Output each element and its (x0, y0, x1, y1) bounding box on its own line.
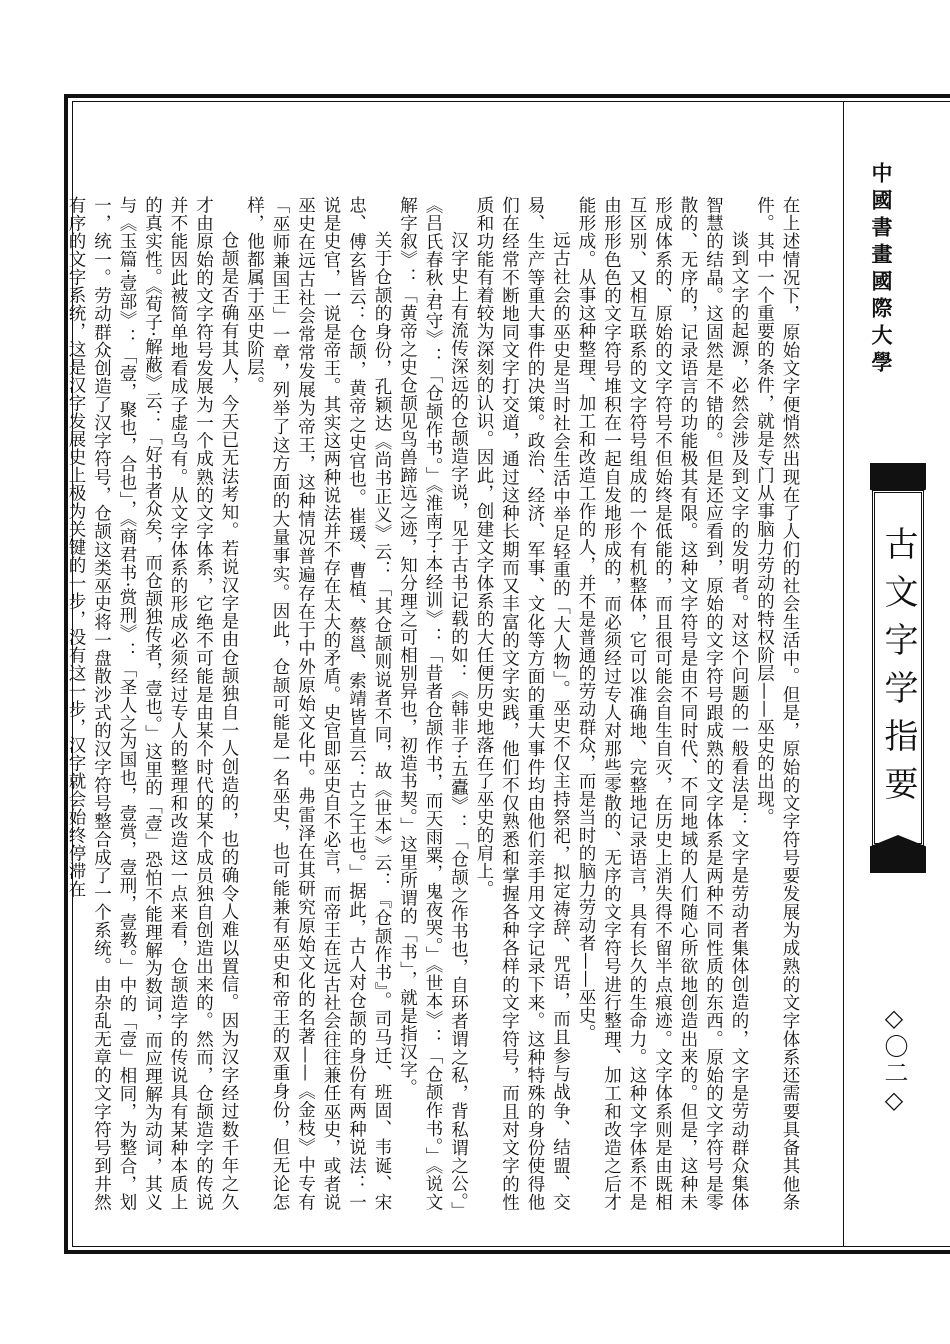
paragraph-6: 仓颉是否确有其人，今天已无法考知。若说汉字是由仓颉独自一人创造的，也的确令人难以置信。因为汉字经过数千年之久才由原始的文字符号发展为一个成熟的文字体系，它绝不可能是由某个时代的某个成员独自创造出来的。然而，仓颉造字的传说并不能因此被简单地看成子虚乌有。从文字体系的形成必须经过专人的整理和改造这一点来看，仓颉造字的传说具有某种本质上的真实性。《荀子·解蔽》云：「好书者众矣，而仓颉独传者，壹也。」这里的「壹」恐怕不能理解为数词，而应理解为动词，其义与《玉篇·壹部》：「壹，聚也，合也」，《商君书·赏刑》：「圣人之为国也，壹赏，壹刑，壹教。」中的「壹」相同，为整合，划一，统一。劳动群众创造了汉字符号，仓颉这类巫史将一盘散沙式的汉字符号整合成了一个系统。由杂乱无章的文字符号到井然有序的文字系统，这是汉字发展史上极为关键的一步，没有这一步，汉字就会始终停滞在 (66, 196, 239, 1211)
paragraph-1: 在上述情况下，原始文字便悄然出现在了人们的社会生活中。但是，原始的文字符号要发展为成熟的文字体系还需要具备其他条件。其中一个重要的条件，就是专门从事脑力劳动的特权阶层——巫史的出现。 (754, 196, 800, 1211)
book-title: 古文字学指要 (878, 526, 918, 814)
margin-divider (843, 101, 844, 1247)
paragraph-3: 远古社会的巫史是当时社会生活中举足轻重的「大人物」。巫史不仅主持祭祀，拟定祷辞、咒语，而且参与战争、结盟、交易、生产等重大事件的决策。政治、经济、军事、文化等方面的重大事件均由他们亲手用文字记录下来。这种特殊的身份使得他们在经常不断地同文字打交道，通过这种长期而又丰富的文字实践，他们不仅熟悉和掌握各种各样的文字符号，而且对文字的性质和功能有着较为深刻的认识。因此，创建文字体系的大任便历史地落在了巫史的肩上。 (474, 196, 571, 1211)
page-number: ◇〇二◇ (880, 1004, 908, 1116)
paragraph-2: 谈到文字的起源，必然会涉及到文字的发明者。对这个问题的一般看法是：文字是劳动者集体创造的，文字是劳动群众集体智慧的结晶。这固然是不错的。但是还应看到，原始的文字符号跟成熟的文字体系是两种不同性质的东西。原始的文字符号是零散的、无序的，记录语言的功能极其有限。这种文字符号是由不同时代、不同地域的人们随心所欲地创造出来的。但是，这种未形成体系的、原始的文字符号不但始终是低能的，而且很可能会自生自灭，在历史上消失得不留半点痕迹。文字体系则是由既相互区别、又相互联系的文字符号组成的一个有机整体，它可以准确地、完整地记录语言，具有长久的生命力。这种文字体系不是由形形色色的文字符号堆积在一起自发地形成的，而必须经过专人对那些零散的、无序的文字符号进行整理、加工和改造之后才能形成。从事这种整理、加工和改造工作的人，并不是普通的劳动群众，而是当时的脑力劳动者——巫史。 (576, 196, 749, 1211)
paragraph-5: 关于仓颉的身份，孔颖达《尚书正义》云：「其仓颉则说者不同，故《世本》云：『仓颉作书』。司马迁、班固、韦诞、宋忠、傅玄皆云：仓颉，黄帝之史官也。崔瑗、曹植、蔡邕、索靖皆直云：古之王也。」据此，古人对仓颉的身份有两种说法：一说是史官，一说是帝王。其实这两种说法并不存在太大的矛盾。史官即巫史自不必言，而帝王在远古社会往往兼任巫史，或者说巫史在远古社会常常发展为帝王，这种情况普遍存在于中外原始文化中。弗雷泽在其研究原始文化的名著——《金枝》中专有「巫师兼国王」一章，列举了这方面的大量事实。因此，仓颉可能是一名巫史，也可能兼有巫史和帝王的双重身份，但无论怎样，他都属于巫史阶层。 (244, 196, 392, 1211)
main-text (66, 196, 802, 1211)
university-name: 中國書畫國際大學 (869, 162, 894, 378)
paragraph-4: 汉字史上有流传深远的仓颉造字说，见于古书记载的如：《韩非子·五蠹》：「仓颉之作书也，自环者谓之私，背私谓之公。」《吕氏春秋·君守》：「仓颉作书。」《淮南子·本经训》：「昔者仓颉作书，而天雨粟，鬼夜哭。」《世本》：「仓颉作书。」《说文解字叙》：「黄帝之史仓颉见鸟兽蹄迒之迹，知分理之可相别异也，初造书契。」这里所谓的「书」，就是指汉字。 (397, 196, 469, 1211)
